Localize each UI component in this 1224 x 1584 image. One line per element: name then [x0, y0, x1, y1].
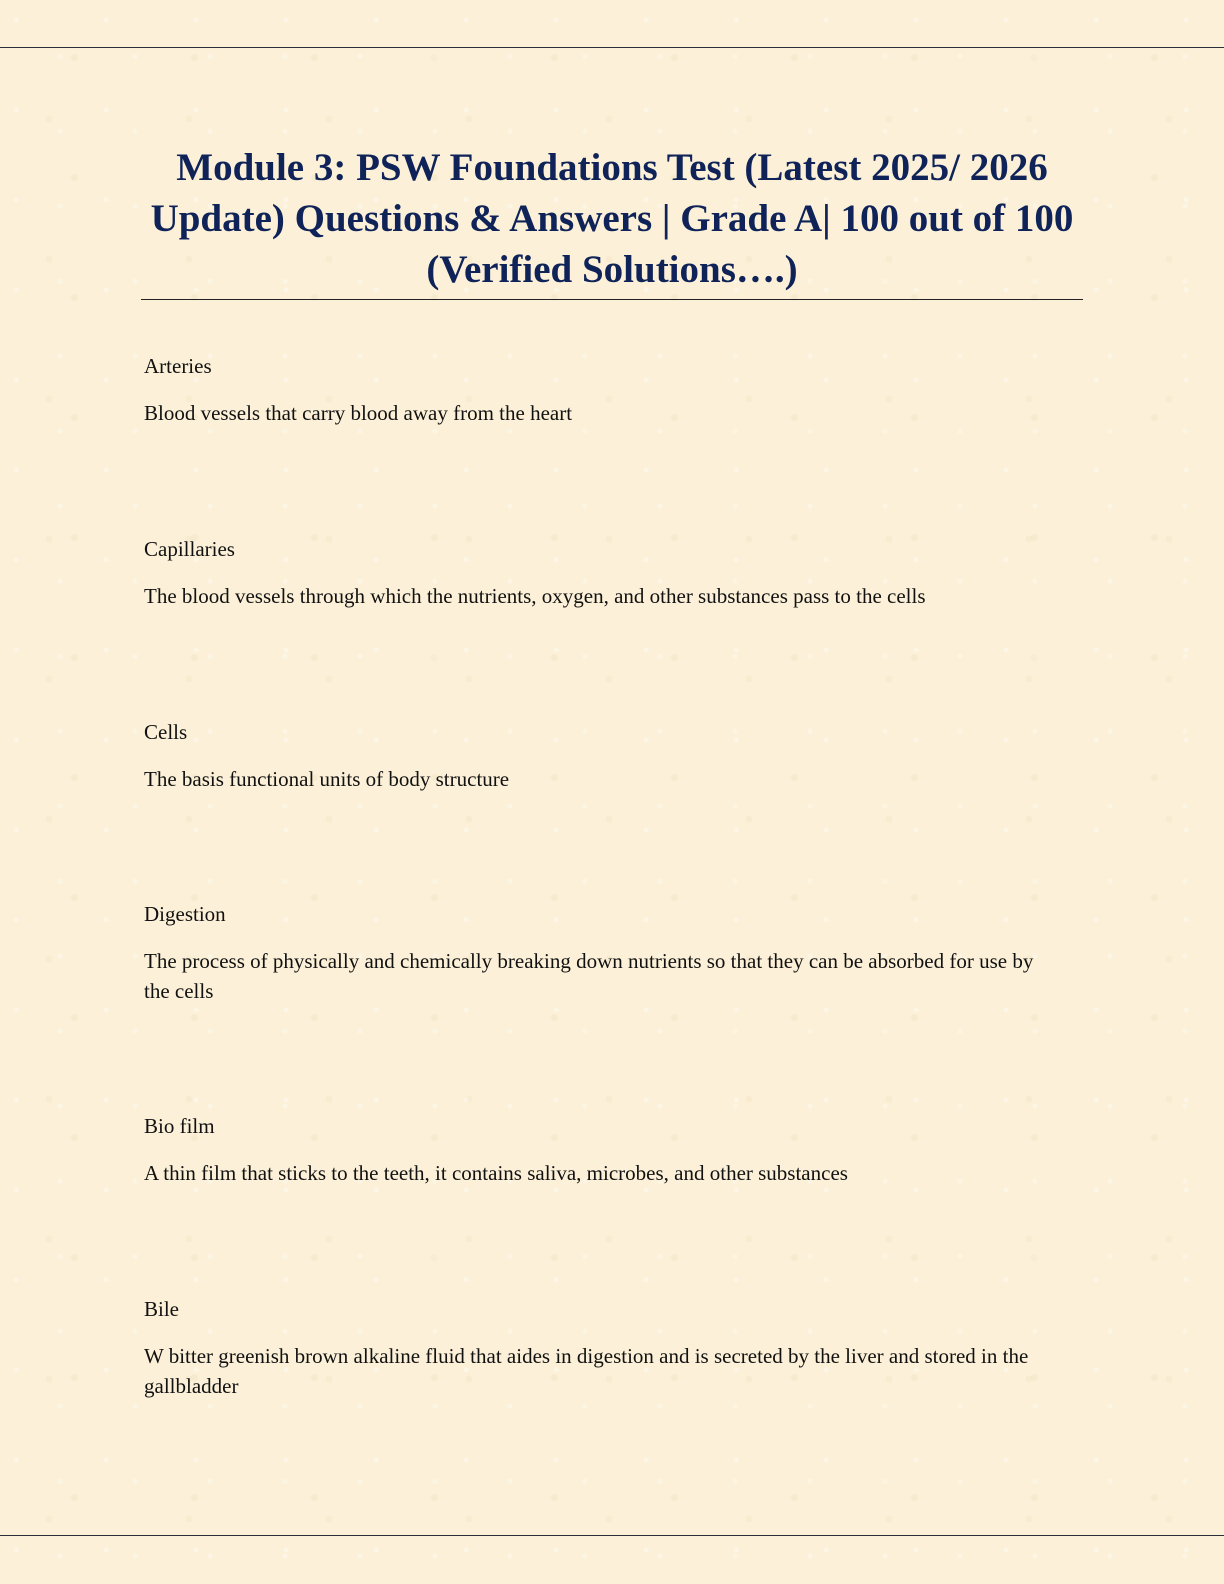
term-definition: A thin film that sticks to the teeth, it contains saliva, microbes, and other substances: [144, 1161, 848, 1185]
term-label: Cells: [144, 720, 188, 744]
term-definition: Blood vessels that carry blood away from the heart: [144, 401, 573, 425]
term-definition: W bitter greenish brown alkaline fluid that aides in digestion and is secreted by the liver and stored in the gallbladder: [144, 1344, 1029, 1398]
term-label: Arteries: [144, 354, 212, 378]
bottom-page-rule: [0, 1535, 1224, 1536]
term-entry-capillaries: [144, 535, 1064, 611]
term-label: Bile: [144, 1297, 179, 1321]
term-label: Capillaries: [144, 537, 235, 561]
term-entry-digestion: [144, 900, 1064, 1006]
title-block: [141, 142, 1083, 300]
term-definition: The blood vessels through which the nutrients, oxygen, and other substances pass to the cells: [144, 584, 926, 608]
term-label: Bio film: [144, 1114, 215, 1138]
term-label: Digestion: [144, 902, 226, 926]
document-title: Module 3: PSW Foundations Test (Latest 2025/ 2026 Update) Questions & Answers | Grade A| 100 out of 100 (Verified Solutions….): [150, 146, 1074, 291]
term-entry-bio-film: [144, 1112, 1064, 1188]
term-definition: The process of physically and chemically breaking down nutrients so that they can be absorbed for use by the cells: [144, 949, 1034, 1003]
term-definition: The basis functional units of body structure: [144, 767, 510, 791]
term-entry-bile: [144, 1295, 1064, 1401]
term-entry-cells: [144, 718, 1064, 794]
term-entry-arteries: [144, 352, 1064, 428]
top-page-rule: [0, 47, 1224, 48]
